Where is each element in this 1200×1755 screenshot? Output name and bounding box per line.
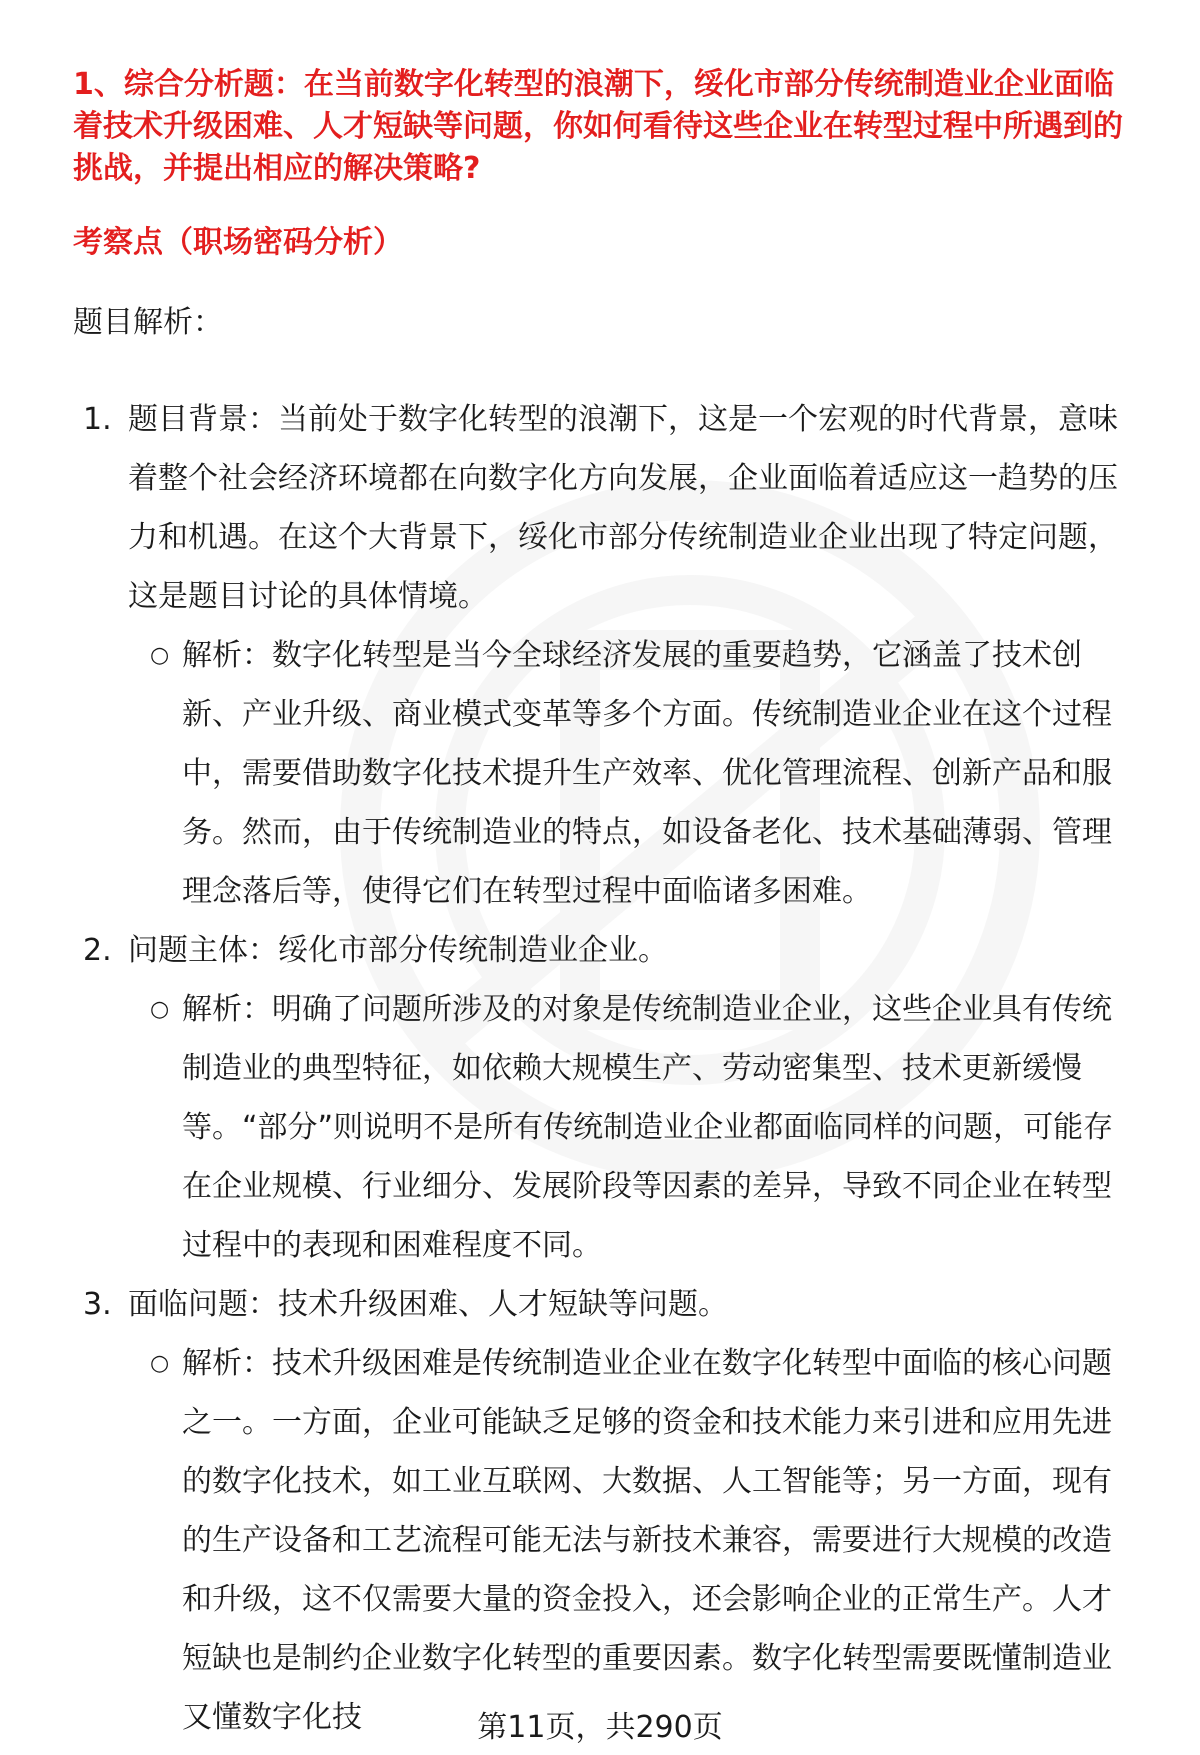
bullet-circle-icon: ○ bbox=[150, 1351, 170, 1376]
list-item-problems bbox=[0, 1275, 1138, 1334]
item-text: 题目背景：当前处于数字化转型的浪潮下，这是一个宏观的时代背景，意味着整个社会经济环境都在向数字化方向发展，企业面临着适应这一趋势的压力和机遇。在这个大背景下，绥化市部分传统制造业企业出现了特定问题，这是题目讨论的具体情境。 bbox=[128, 402, 1118, 614]
sub-item-problems-analysis bbox=[0, 1334, 1137, 1747]
list-item-subject bbox=[0, 921, 1138, 980]
item-number: 1. bbox=[83, 402, 112, 437]
sub-item-subject-analysis bbox=[0, 980, 1137, 1275]
item-text: 问题主体：绥化市部分传统制造业企业。 bbox=[128, 933, 668, 968]
sub-item-text: 解析：技术升级困难是传统制造业企业在数字化转型中面临的核心问题之一。一方面，企业可能缺乏足够的资金和技术能力来引进和应用先进的数字化技术，如工业互联网、大数据、人工智能等；另一方面，现有的生产设备和工艺流程可能无法与新技术兼容，需要进行大规模的改造和升级，这不仅需要大量的资金投入，还会影响企业的正常生产。人才短缺也是制约企业数字化转型的重要因素。数字化转型需要既懂制造业又懂数字化技 bbox=[182, 1346, 1112, 1735]
analysis-list bbox=[0, 390, 1200, 1747]
bullet-circle-icon: ○ bbox=[150, 643, 170, 668]
section-title: 考察点（职场密码分析） bbox=[73, 225, 403, 260]
question-title: 1、综合分析题：在当前数字化转型的浪潮下，绥化市部分传统制造业企业面临着技术升级困难、人才短缺等问题，你如何看待这些企业在转型过程中所遇到的挑战，并提出相应的解决策略? bbox=[73, 67, 1123, 186]
sub-item-text: 解析：明确了问题所涉及的对象是传统制造业企业，这些企业具有传统制造业的典型特征，如依赖大规模生产、劳动密集型、技术更新缓慢等。“部分”则说明不是所有传统制造业企业都面临同样的问题，可能存在企业规模、行业细分、发展阶段等因素的差异，导致不同企业在转型过程中的表现和困难程度不同。 bbox=[182, 992, 1114, 1263]
page-number-footer: 第11页，共290页 bbox=[477, 1710, 723, 1745]
item-text: 面临问题：技术升级困难、人才短缺等问题。 bbox=[128, 1287, 728, 1322]
sub-item-text: 解析：数字化转型是当今全球经济发展的重要趋势，它涵盖了技术创新、产业升级、商业模式变革等多个方面。传统制造业企业在这个过程中，需要借助数字化技术提升生产效率、优化管理流程、创新产品和服务。然而，由于传统制造业的特点，如设备老化、技术基础薄弱、管理理念落后等，使得它们在转型过程中面临诸多困难。 bbox=[182, 638, 1112, 909]
item-number: 2. bbox=[83, 933, 112, 968]
analysis-label: 题目解析： bbox=[73, 305, 223, 340]
sub-item-background-analysis bbox=[0, 626, 1137, 921]
item-number: 3. bbox=[83, 1287, 112, 1322]
list-item-background bbox=[0, 390, 1138, 626]
bullet-circle-icon: ○ bbox=[150, 997, 170, 1022]
